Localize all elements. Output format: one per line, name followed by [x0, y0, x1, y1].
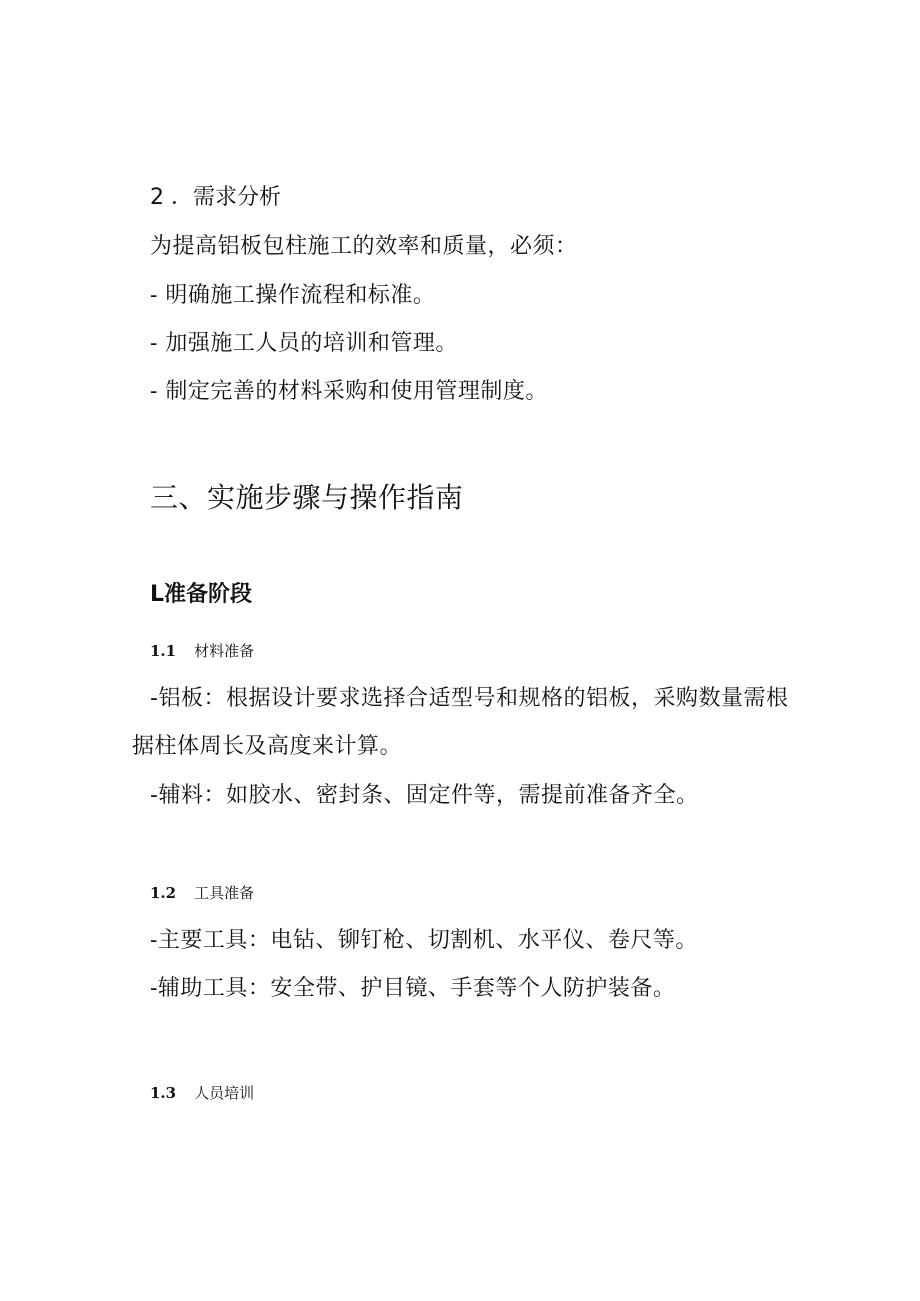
- material-item-aluminum-continued: 据柱体周长及高度来计算。: [132, 734, 403, 759]
- list-item: - 明确施工操作流程和标准。: [150, 283, 436, 308]
- stage-heading: L准备阶段: [150, 582, 253, 607]
- subsection-title: 材料准备: [194, 642, 255, 660]
- subsection-1-2-heading: [150, 886, 254, 901]
- subsection-1-3-heading: [150, 1086, 254, 1101]
- subsection-title: 人员培训: [194, 1084, 255, 1102]
- list-item: - 加强施工人员的培训和管理。: [150, 331, 458, 356]
- section-2-heading: 2 ．需求分析: [150, 185, 281, 210]
- item-lead: -铝板: [150, 686, 204, 711]
- item-lead: -辅料: [150, 783, 204, 808]
- list-item: - 制定完善的材料采购和使用管理制度。: [150, 379, 548, 404]
- material-item-auxiliary: [150, 785, 698, 807]
- tool-item-main: -主要工具：电钻、铆钉枪、切割机、水平仪、卷尺等。: [150, 928, 698, 953]
- item-text: ：如胶水、密封条、固定件等，需提前准备齐全。: [203, 783, 699, 808]
- subsection-number: 1.2: [150, 884, 177, 902]
- tool-item-auxiliary: -辅助工具：安全带、护目镜、手套等个人防护装备。: [150, 976, 676, 1001]
- section-2-intro: 为提高铝板包柱施工的效率和质量，必须：: [150, 234, 578, 259]
- section-3-heading: 三、实施步骤与操作指南: [150, 481, 464, 514]
- subsection-title: 工具准备: [194, 884, 255, 902]
- subsection-1-1-heading: [150, 644, 254, 659]
- subsection-number: 1.3: [150, 1084, 177, 1102]
- material-item-aluminum: [150, 688, 788, 710]
- item-text: ：根据设计要求选择合适型号和规格的铝板，采购数量需根: [203, 686, 789, 711]
- subsection-number: 1.1: [150, 642, 177, 660]
